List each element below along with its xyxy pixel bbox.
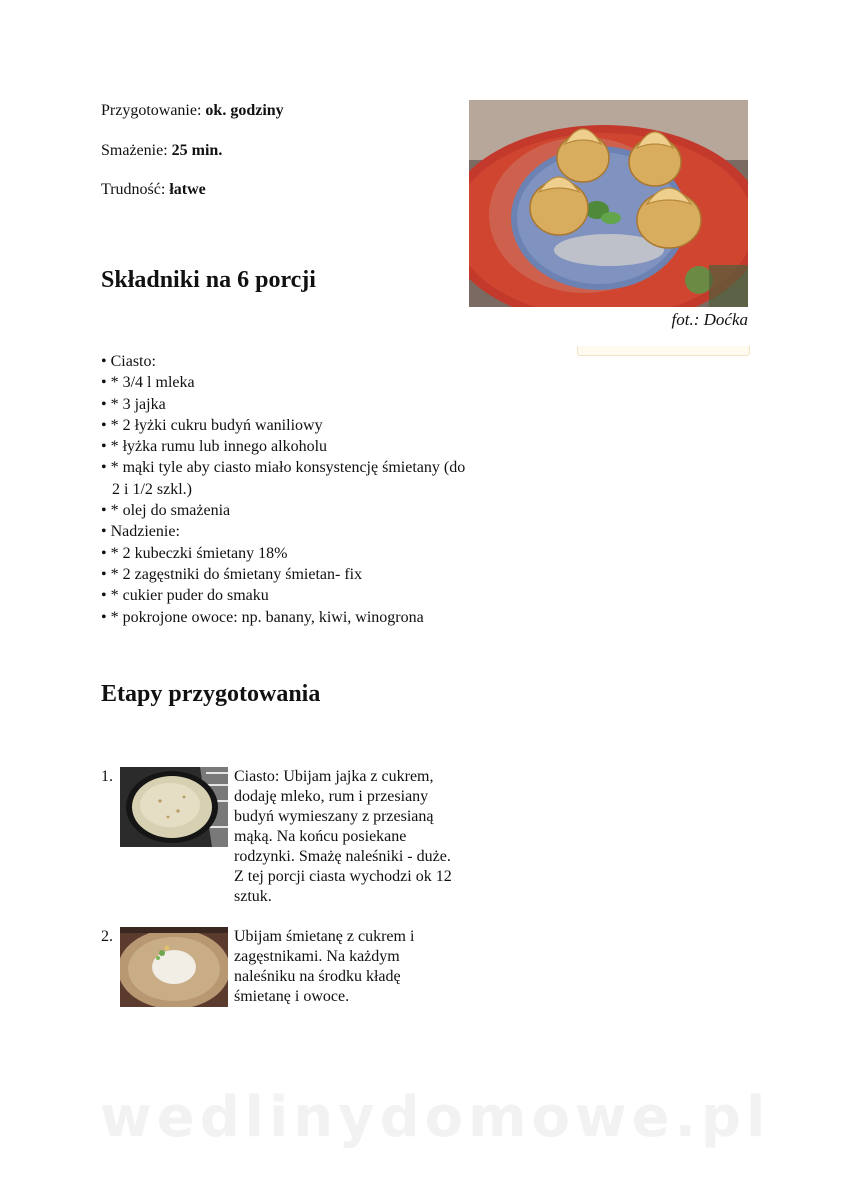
step-number: 1.	[101, 768, 113, 785]
dish-photo	[469, 100, 748, 307]
list-item: • * 2 łyżki cukru budyń waniliowy	[101, 416, 323, 434]
step-2-photo	[120, 927, 228, 1007]
list-item: • * 2 kubeczki śmietany 18%	[101, 544, 288, 562]
ingredients-list	[101, 351, 471, 628]
list-item: • * pokrojone owoce: np. banany, kiwi, winogrona	[101, 608, 424, 626]
list-item: • * cukier puder do smaku	[101, 587, 269, 605]
fry-time-value: 25 min.	[171, 142, 223, 159]
list-item: • * łyżka rumu lub innego alkoholu	[101, 438, 328, 456]
fry-time	[101, 141, 222, 161]
fry-time-label: Smażenie:	[101, 142, 172, 159]
difficulty-value: łatwe	[169, 181, 206, 198]
list-item: • Nadzienie:	[101, 523, 180, 541]
list-item: • * olej do smażenia	[101, 502, 231, 520]
watermark: wedlinydomowe.pl	[100, 1085, 771, 1150]
ingredients-title: Składniki na 6 porcji	[101, 267, 316, 293]
prep-time	[101, 101, 284, 121]
list-item: • Ciasto:	[101, 353, 156, 370]
step-1-photo	[120, 767, 228, 847]
photo-caption: fot.: Doćka	[671, 310, 748, 329]
list-item: • * 3 jajka	[101, 395, 166, 413]
step-number: 2.	[101, 928, 113, 945]
steps-title: Etapy przygotowania	[101, 681, 321, 707]
list-item: • * 2 zagęstniki do śmietany śmietan- fix	[101, 565, 363, 583]
list-item: • * 3/4 l mleka	[101, 374, 195, 392]
caption-divider	[577, 346, 750, 356]
prep-time-label: Przygotowanie:	[101, 102, 206, 119]
difficulty-label: Trudność:	[101, 181, 170, 198]
step-text: Ciasto: Ubijam jajka z cukrem, dodaję mleko, rum i przesiany budyń wymieszany z przesianą mąką. Na końcu posiekane rodzynki. Smażę naleśniki - duże. Z tej porcji ciasta wychodzi ok 12 sztuk.	[234, 768, 452, 905]
prep-time-value: ok. godziny	[205, 102, 284, 119]
difficulty	[101, 180, 206, 200]
step-text: Ubijam śmietanę z cukrem i zagęstnikami. Na każdym naleśniku na środku kładę śmietanę i owoce.	[234, 928, 415, 1005]
list-item: • * mąki tyle aby ciasto miało konsystencję śmietany (do 2 i 1/2 szkl.)	[101, 459, 466, 498]
